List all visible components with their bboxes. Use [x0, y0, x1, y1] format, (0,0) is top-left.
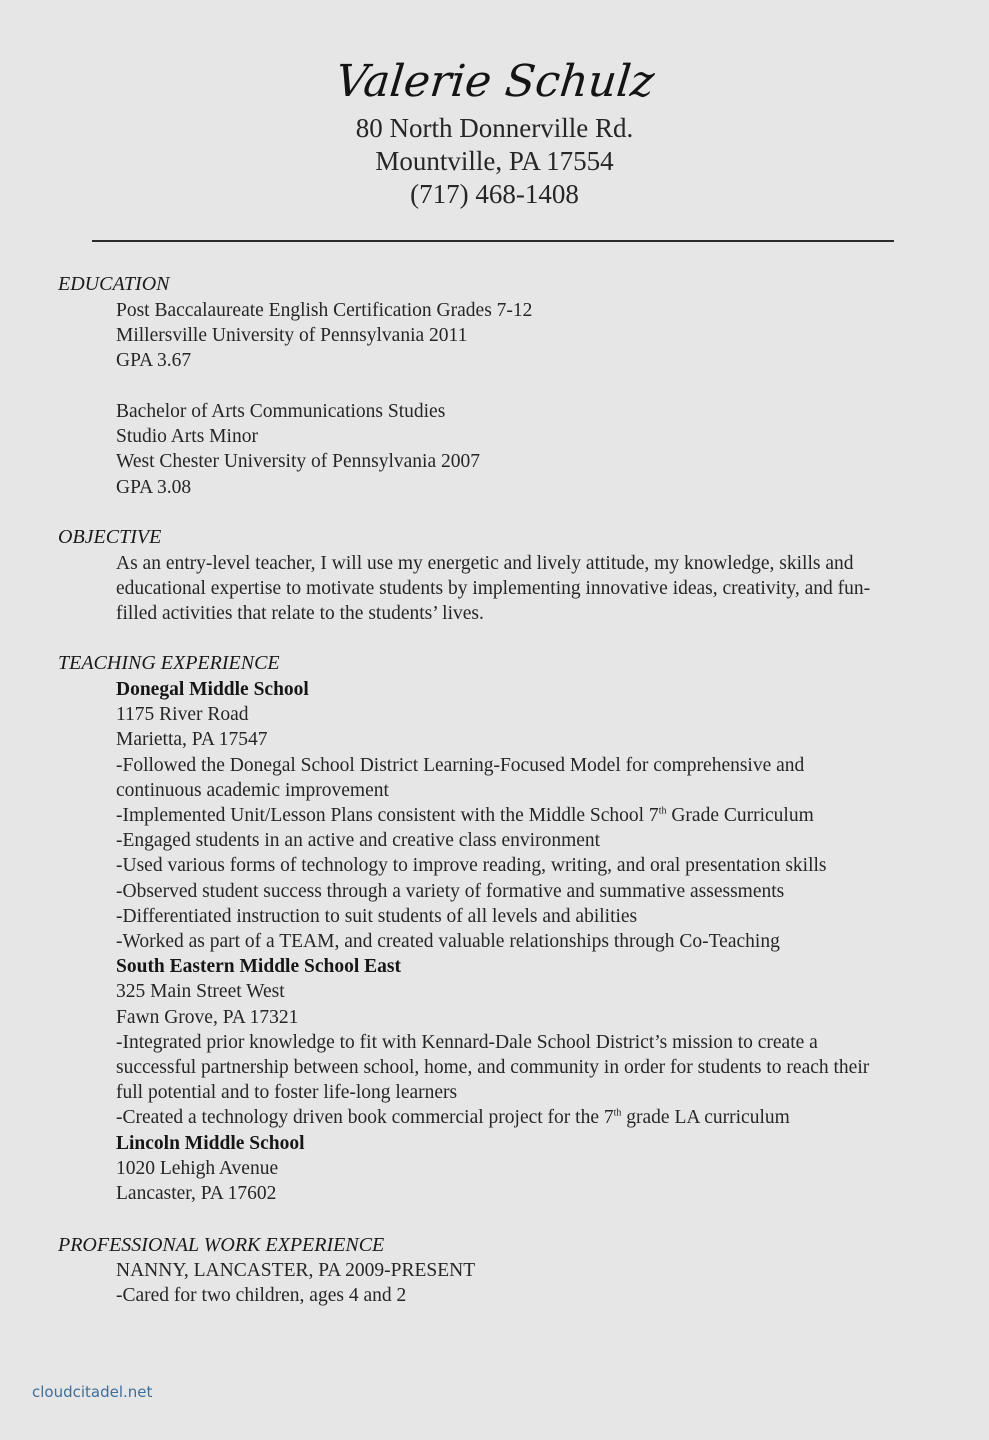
experience-bullet: -Cared for two children, ages 4 and 2 [116, 1285, 407, 1307]
objective-line: As an entry-level teacher, I will use my energetic and lively attitude, my knowledge, skills and [116, 553, 854, 574]
education-gpa: GPA 3.67 [116, 350, 192, 372]
education-degree: Bachelor of Arts Communications Studies [116, 401, 446, 422]
experience-bullet: -Used various forms of technology to improve reading, writing, and oral presentation skills [116, 855, 827, 877]
experience-bullet: full potential and to foster life-long learners [116, 1082, 458, 1104]
experience-bullet: -Worked as part of a TEAM, and created valuable relationships through Co-Teaching [116, 931, 780, 953]
school-city: Marietta, PA 17547 [116, 729, 268, 751]
section-title-objective: OBJECTIVE [58, 526, 162, 548]
candidate-name: Valerie Schulz [332, 56, 657, 107]
experience-bullet: successful partnership between school, home, and community in order for students to reach their [116, 1057, 870, 1079]
school-name: South Eastern Middle School East [116, 956, 401, 978]
experience-bullet: -Engaged students in an active and creative class environment [116, 830, 601, 852]
experience-bullet [116, 1105, 869, 1130]
school-address: 325 Main Street West [116, 981, 285, 1003]
objective-line: filled activities that relate to the students’ lives. [116, 603, 484, 625]
experience-bullet [116, 803, 869, 828]
phone-number: (717) 468-1408 [410, 179, 579, 209]
watermark-text: cloudcitadel.net [32, 1383, 153, 1401]
experience-bullet: -Integrated prior knowledge to fit with Kennard-Dale School District’s mission to create a [116, 1031, 818, 1053]
ordinal-suffix: th [658, 805, 667, 817]
resume-header [0, 52, 989, 211]
education-entry-2 [116, 399, 480, 500]
school-address: 1175 River Road [116, 704, 249, 726]
education-entry-1 [116, 298, 532, 374]
position-title: NANNY, LANCASTER, PA 2009-PRESENT [116, 1260, 476, 1281]
header-divider [92, 240, 894, 242]
section-title-teaching-experience: TEACHING EXPERIENCE [58, 652, 280, 674]
education-gpa: GPA 3.08 [116, 476, 192, 498]
school-city: Lancaster, PA 17602 [116, 1183, 277, 1205]
objective-text [116, 551, 870, 627]
bullet-text: grade LA curriculum [621, 1107, 790, 1129]
objective-line: educational expertise to motivate students by implementing innovative ideas, creativity, and fun- [116, 578, 871, 600]
school-name: Donegal Middle School [116, 679, 309, 700]
address-line-1: 80 North Donnerville Rd. [355, 113, 634, 143]
bullet-text: Grade Curriculum [666, 805, 814, 827]
education-minor: Studio Arts Minor [116, 426, 258, 448]
school-city: Fawn Grove, PA 17321 [116, 1006, 299, 1028]
section-title-professional-work-experience: PROFESSIONAL WORK EXPERIENCE [58, 1234, 385, 1256]
address-line-2: Mountville, PA 17554 [375, 146, 614, 176]
experience-bullet: continuous academic improvement [116, 779, 389, 801]
section-title-education: EDUCATION [58, 273, 170, 295]
school-name: Lincoln Middle School [116, 1132, 305, 1154]
experience-bullet: -Observed student success through a variety of formative and summative assessments [116, 880, 785, 902]
bullet-text: -Implemented Unit/Lesson Plans consistent with the Middle School 7 [116, 805, 659, 827]
teaching-experience-list [116, 677, 869, 1206]
education-degree: Post Baccalaureate English Certification Grades 7-12 [116, 300, 533, 321]
ordinal-suffix: th [613, 1107, 622, 1119]
professional-experience [116, 1258, 475, 1308]
school-address: 1020 Lehigh Avenue [116, 1157, 279, 1179]
bullet-text: -Created a technology driven book commercial project for the 7 [116, 1107, 614, 1129]
experience-bullet: -Differentiated instruction to suit students of all levels and abilities [116, 905, 638, 927]
education-school: West Chester University of Pennsylvania 2007 [116, 451, 480, 473]
education-school: Millersville University of Pennsylvania 2011 [116, 325, 468, 347]
experience-bullet: -Followed the Donegal School District Learning-Focused Model for comprehensive and [116, 754, 805, 776]
